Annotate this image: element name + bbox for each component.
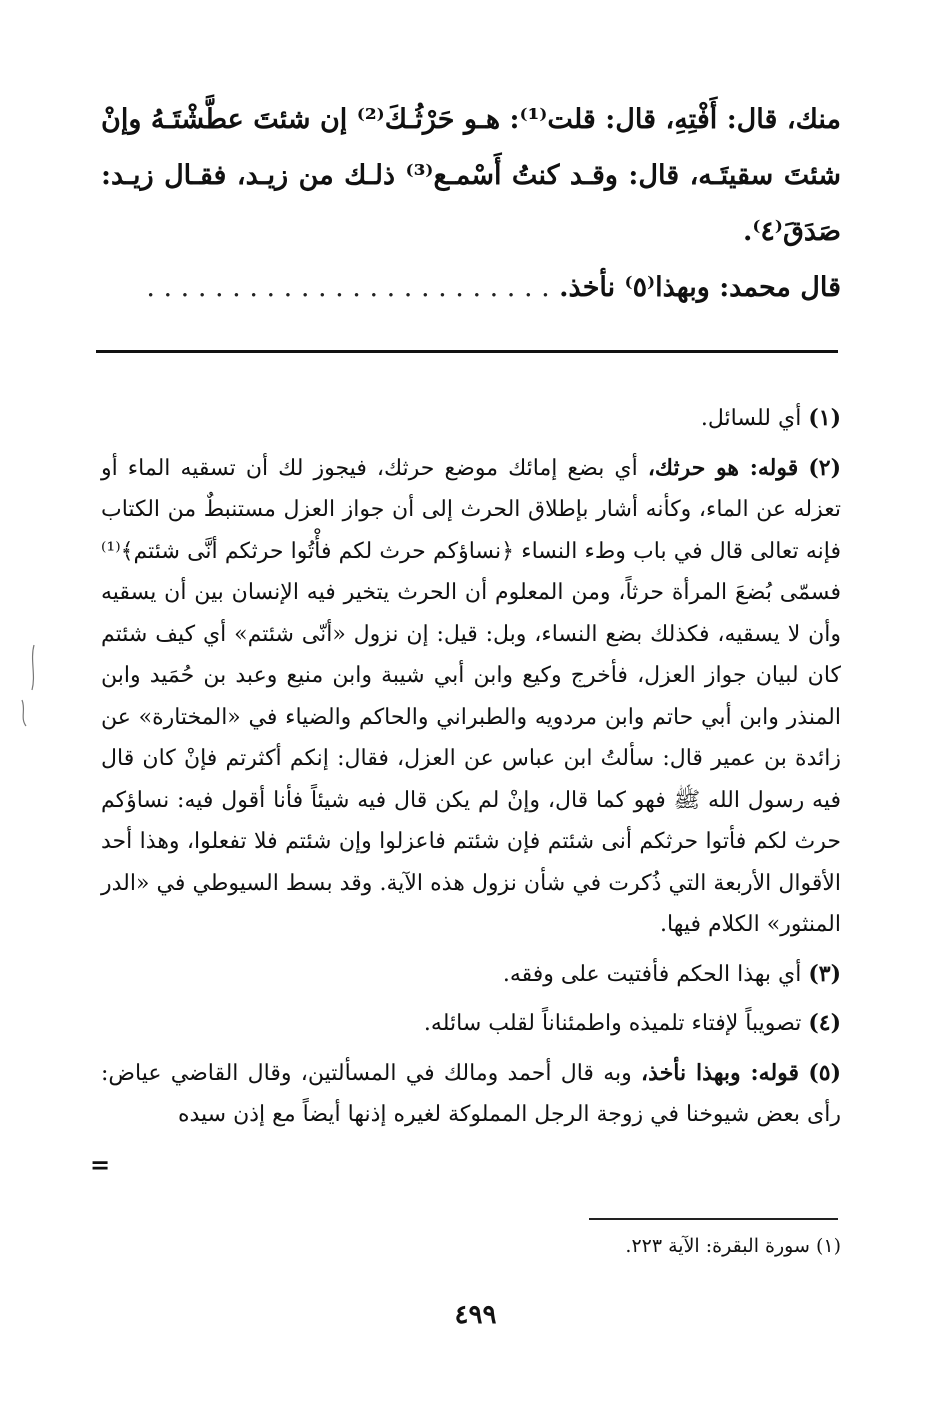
main-paragraph: منك، قال: أَفْتِهِ، قال: قلت⁽¹⁾: هـو حَرْثُـكَ⁽²⁾ إن شئتَ عطَّشْتَـهُ وإنْ شئتَ سقيتَـه، قال: وقـد كنتُ أَسْمـع⁽³⁾ ذلـك من زيـد، فقـال زيـد: صَدَقَ⁽٤⁾.	[101, 104, 841, 247]
note-text: أي بهذا الحكم فأفتيت على وفقه.	[502, 961, 802, 987]
note-number: (٥)	[808, 1059, 841, 1086]
main-text-block	[101, 92, 841, 260]
note-lead: قوله: وبهذا نأخذ،	[641, 1059, 800, 1086]
main-divider	[96, 350, 838, 353]
margin-pencil-mark	[12, 640, 42, 730]
note-3	[101, 954, 841, 996]
note-text: أي للسائل.	[700, 406, 802, 431]
note-5	[101, 1053, 841, 1136]
note-4	[101, 1003, 841, 1045]
closing-text: قال محمد: وبهذا⁽٥⁾ نأخذ.	[559, 272, 841, 303]
note-text: تصويباً لإفتاء تلميذه واطمئناناً لقلب سائله.	[423, 1011, 802, 1036]
closing-line	[101, 268, 841, 308]
note-text: أي بضع إمائك موضع حرثك، فيجوز لك أن تسقيه الماء أو تعزله عن الماء، وكأنه أشار بإطلاق الحرث إلى أن جواز العزل مستنبطٌ من الكتاب فإنه تعالى قال في باب وطء النساء ﴿نساؤكم حرث لكم فأْتُوا حرثكم أنَّى شئتم﴾⁽¹⁾ فسمّى بُضعَ المرأة حرثاً، ومن المعلوم أن الحرث يتخير فيه الإنسان بين أن يسقيه وأن لا يسقيه، فكذلك بضع النساء، وبل: قيل: إن نزول «أنّى شئتم» أي كيف شئتم كان لبيان جواز العزل، فأخرج وكيع وابن أبي شيبة وابن منيع وعبد بن حُمَيد وابن المنذر وابن أبي حاتم وابن مردويه والطبراني والحاكم والضياء في «المختارة» عن زائدة بن عمير قال: سألتُ ابن عباس عن العزل، فقال: إنكم أكثرتم فإنْ كان قال فيه رسول الله ﷺ فهو كما قال، وإنْ لم يكن قال فيه شيئاً فأنا أقول فيه: نساؤكم حرث لكم فأتوا حرثكم أنى شئتم فإن شئتم فاعزلوا وإن شئتم فلا تفعلوا، وهذا أحد الأقوال الأربعة التي ذُكرت في شأن نزول هذه الآية. وقد بسط السيوطي في «الدر المنثور» الكلام فيها.	[101, 455, 841, 937]
note-lead: قوله: هو حرثك،	[647, 454, 799, 481]
commentary-notes	[101, 398, 841, 1144]
note-1	[101, 398, 841, 440]
note-text: وبه قال أحمد ومالك في المسألتين، وقال القاضي عياض: رأى بعض شيوخنا في زوجة الرجل المملوكة لغيره إذنها أيضاً مع إذن سيده	[101, 1060, 841, 1127]
closing-dots: . . . . . . . . . . . . . . . . . . . . . . . .	[146, 272, 550, 303]
note-number: (٣)	[808, 960, 841, 987]
note-number: (٢)	[808, 454, 842, 481]
footnote-divider	[589, 1218, 838, 1220]
continuation-mark: =	[90, 1150, 111, 1179]
note-2	[101, 448, 841, 946]
note-number: (١)	[808, 405, 841, 431]
footnote: (١) سورة البقرة: الآية ٢٢٣.	[625, 1235, 841, 1257]
page-number: ٤٩٩	[454, 1300, 497, 1330]
note-number: (٤)	[808, 1010, 841, 1036]
